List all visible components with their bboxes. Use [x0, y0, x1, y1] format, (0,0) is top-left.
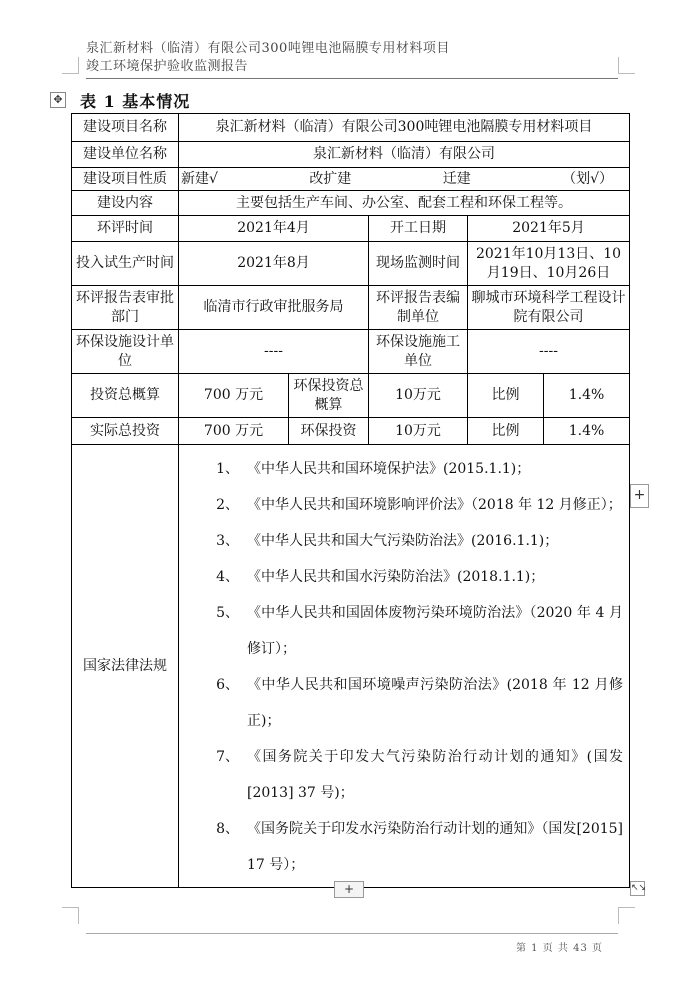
cell-env-design: ---- [179, 330, 369, 374]
cell-env-budget: 10万元 [369, 374, 468, 418]
law-list-item [189, 739, 623, 811]
document-header [86, 40, 450, 76]
cell-nature [179, 168, 630, 191]
cell-label: 环评时间 [72, 216, 179, 242]
law-text: 《中华人民共和国环境噪声污染防治法》(2018 年 12 月修正)； [247, 677, 624, 729]
law-text: 《中华人民共和国水污染防治法》(2018.1.1)； [247, 569, 545, 585]
law-list-item [189, 523, 623, 559]
cell-project-name: 泉汇新材料（临清）有限公司300吨锂电池隔膜专用材料项目 [179, 114, 630, 142]
law-text: 《中华人民共和国大气污染防治法》(2016.1.1)； [247, 533, 559, 549]
table-row [72, 216, 630, 242]
cell-ratio: 1.4% [544, 374, 630, 418]
law-text: 《国务院关于印发大气污染防治行动计划的通知》(国发[2013] 37 号)； [247, 749, 624, 801]
law-list-item [189, 451, 623, 487]
nature-option: 改扩建 [309, 170, 352, 187]
cell-label: 比例 [468, 418, 544, 445]
cell-content: 主要包括生产车间、办公室、配套工程和环保工程等。 [179, 191, 630, 216]
cell-label: 投入试生产时间 [72, 242, 179, 286]
table-move-icon[interactable]: ✥ [50, 92, 66, 108]
cell-monitor-time: 2021年10月13日、10月19日、10月26日 [468, 242, 630, 286]
table-row [72, 114, 630, 142]
cell-label: 环保设施施工单位 [369, 330, 468, 374]
basic-info-table [71, 113, 630, 888]
cell-law-list [179, 445, 630, 888]
law-list-item [189, 595, 623, 667]
cell-label: 环保投资总概算 [289, 374, 369, 418]
table-row [72, 242, 630, 286]
cell-compile-unit: 聊城市环境科学工程设计院有限公司 [468, 286, 630, 330]
table-row [72, 168, 630, 191]
cell-env-actual: 10万元 [369, 418, 468, 445]
cell-start-date: 2021年5月 [468, 216, 630, 242]
law-list-item [189, 811, 623, 883]
table-resize-icon[interactable]: ↖↘ [630, 881, 645, 896]
cell-label: 开工日期 [369, 216, 468, 242]
table-title: 表 1 基本情况 [80, 92, 191, 111]
cell-label: 投资总概算 [72, 374, 179, 418]
law-text: 《国务院关于印发水污染防治行动计划的通知》（国发[2015] 17 号）； [247, 821, 624, 873]
law-text: 《中华人民共和国环境影响评价法》（2018 年 12 月修正）； [247, 497, 622, 513]
footer-rule [86, 933, 618, 934]
header-line-1: 泉汇新材料（临清）有限公司300吨锂电池隔膜专用材料项目 [86, 41, 450, 56]
law-list-item [189, 559, 623, 595]
margin-corner-top-left [62, 57, 79, 74]
table-row [72, 142, 630, 168]
cell-trial-time: 2021年8月 [179, 242, 369, 286]
cell-env-build: ---- [468, 330, 630, 374]
header-line-2: 竣工环境保护验收监测报告 [86, 59, 249, 74]
cell-label: 建设内容 [72, 191, 179, 216]
cell-label: 国家法律法规 [72, 445, 179, 888]
table-row [72, 418, 630, 445]
cell-label: 环评报告表审批部门 [72, 286, 179, 330]
law-number: 7、 [216, 749, 239, 765]
cell-label: 比例 [468, 374, 544, 418]
cell-label: 现场监测时间 [369, 242, 468, 286]
margin-corner-bottom-left [62, 907, 79, 924]
cell-budget: 700 万元 [179, 374, 289, 418]
law-list-item [189, 487, 623, 523]
law-number: 4、 [216, 569, 239, 585]
nature-option: （划√） [562, 170, 614, 187]
cell-label: 实际总投资 [72, 418, 179, 445]
margin-corner-bottom-right [618, 907, 635, 924]
header-rule [86, 78, 618, 79]
law-number: 8、 [216, 821, 239, 837]
cell-label: 环保投资 [289, 418, 369, 445]
law-list-item [189, 667, 623, 739]
law-number: 3、 [216, 533, 239, 549]
cell-ratio: 1.4% [544, 418, 630, 445]
nature-option: 新建√ [181, 170, 218, 187]
table-row [72, 374, 630, 418]
cell-eia-time: 2021年4月 [179, 216, 369, 242]
law-text: 《中华人民共和国固体废物污染环境防治法》（2020 年 4 月修订）； [247, 605, 624, 657]
cell-label: 建设项目名称 [72, 114, 179, 142]
law-number: 1、 [216, 461, 239, 477]
law-number: 2、 [216, 497, 239, 513]
law-number: 5、 [216, 605, 239, 621]
cell-label: 环评报告表编制单位 [369, 286, 468, 330]
law-text: 《中华人民共和国环境保护法》(2015.1.1)； [247, 461, 531, 477]
add-row-button[interactable]: + [334, 881, 364, 898]
page-number: 第 1 页 共 43 页 [516, 943, 603, 954]
cell-actual: 700 万元 [179, 418, 289, 445]
table-row [72, 191, 630, 216]
cell-approval-dept: 临清市行政审批服务局 [179, 286, 369, 330]
table-row [72, 330, 630, 374]
table-row [72, 445, 630, 888]
law-number: 6、 [216, 677, 239, 693]
cell-label: 建设项目性质 [72, 168, 179, 191]
cell-label: 环保设施设计单位 [72, 330, 179, 374]
margin-corner-top-right [618, 57, 635, 74]
nature-option: 迁建 [442, 170, 471, 187]
cell-unit: 泉汇新材料（临清）有限公司 [179, 142, 630, 168]
add-column-button[interactable]: + [630, 484, 649, 508]
cell-label: 建设单位名称 [72, 142, 179, 168]
table-row [72, 286, 630, 330]
